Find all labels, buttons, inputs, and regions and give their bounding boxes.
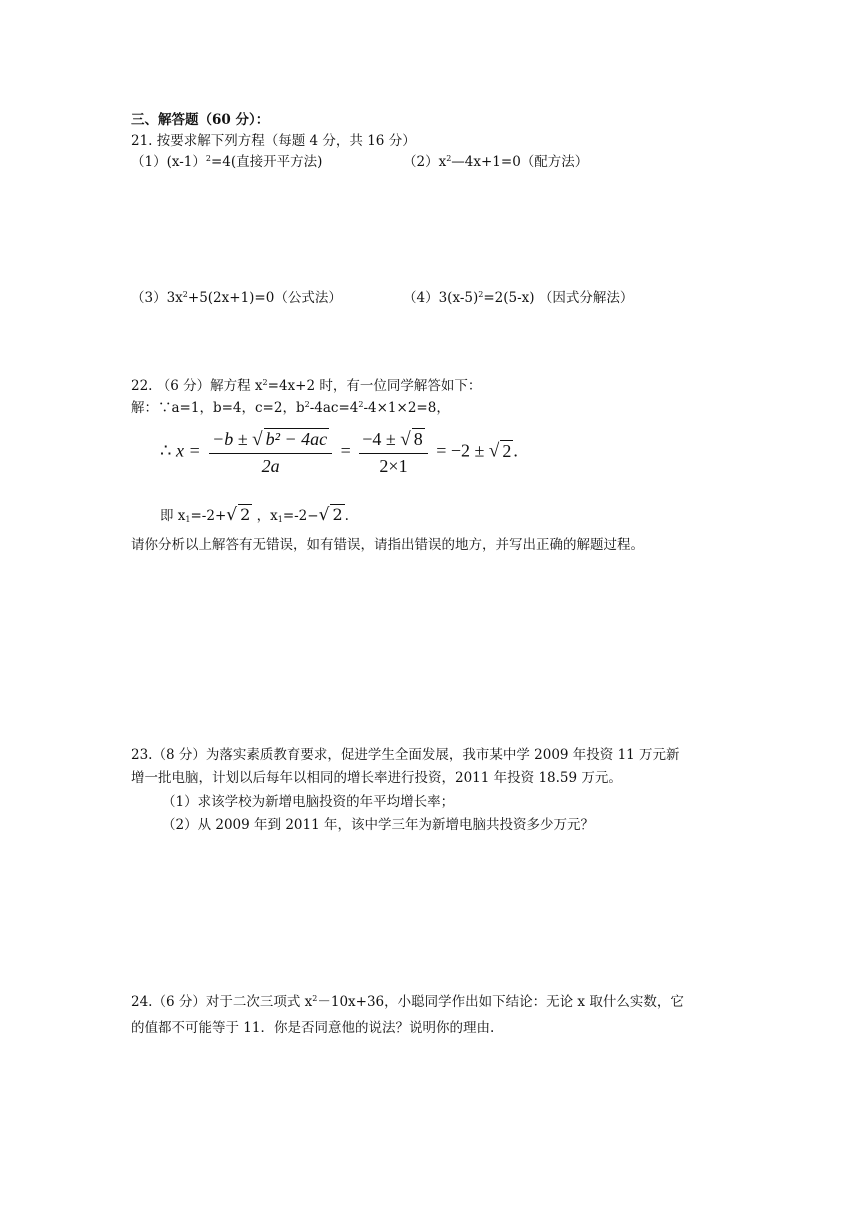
q21-part2-exponent: 2	[446, 154, 452, 163]
fraction-1-radicand: b² − 4ac	[265, 429, 328, 449]
q21-part4-text-a: （4）3(x-5)	[403, 290, 479, 306]
q22-roots-line	[160, 504, 349, 525]
q21-part1-text-b: =4(直接开平方法)	[210, 154, 323, 170]
formula-fraction-2	[359, 428, 427, 477]
formula-fraction-1	[209, 428, 332, 477]
q22-solution-exponent-1: 2	[304, 400, 310, 409]
q23-subquestion-1: （1）求该学校为新增电脑投资的年平均增长率；	[162, 794, 455, 810]
radical-sign-icon: √	[488, 440, 500, 462]
result-radicand: 2	[502, 440, 512, 461]
q23-line-1: 23.（8 分）为落实素质教育要求，促进学生全面发展，我市某中学 2009 年投资 11 万元新	[131, 747, 680, 763]
therefore-symbol: ∴	[160, 440, 172, 461]
q22-heading-exponent: 2	[262, 378, 268, 387]
q22-solution-text-c: -4×1×2=8，	[363, 400, 450, 416]
q24-line-2: 的值都不可能等于 11．你是否同意他的说法？说明你的理由.	[131, 1020, 495, 1036]
roots-subscript-2: 1	[277, 515, 283, 524]
q22-solution-line	[131, 400, 450, 416]
formula-period: .	[513, 440, 518, 461]
q22-solution-exponent-2: 2	[358, 400, 364, 409]
q22-solution-text-b: -4ac=4	[309, 400, 359, 416]
formula-result: = −2 ±	[436, 440, 489, 461]
q22-heading	[131, 378, 481, 394]
q22-heading-text-a: 22. （6 分）解方程 x	[131, 378, 263, 394]
q21-part4-text-b: =2(5-x) （因式分解法）	[483, 290, 634, 306]
q24-line-1-text-b: －10x+36，小聪同学作出如下结论：无论 x 取什么实数，它	[317, 994, 684, 1010]
q21-part3	[131, 290, 342, 306]
formula-equals-1: =	[340, 440, 351, 461]
roots-text-d: =-2−	[282, 508, 319, 524]
q21-part2-text-b: —4x+1=0（配方法）	[451, 154, 589, 170]
roots-text-a: 即 x	[160, 508, 186, 524]
radical-sign-icon: √	[318, 505, 330, 525]
q24-line-1-text-a: 24.（6 分）对于二次三项式 x	[131, 994, 313, 1010]
roots-radicand-2: 2	[332, 505, 343, 524]
q21-part1-exponent: 2	[205, 154, 211, 163]
section-title: 三、解答题（60 分）：	[131, 112, 270, 128]
q21-part3-text-b: +5(2x+1)=0（公式法）	[187, 290, 342, 306]
q21-part3-exponent: 2	[182, 290, 188, 299]
fraction-2-numerator-text: −4 ±	[362, 429, 401, 449]
radical-sign-icon: √	[226, 505, 238, 525]
q21-part3-text-a: （3）3x	[131, 290, 183, 306]
q21-part2-text-a: （2）x	[403, 154, 447, 170]
q23-line-2: 增一批电脑，计划以后每年以相同的增长率进行投资，2011 年投资 18.59 万元。	[131, 770, 622, 786]
q21-part4	[403, 290, 633, 306]
q21-part4-exponent: 2	[478, 290, 484, 299]
q24-line-1	[131, 994, 684, 1010]
roots-radicand-1: 2	[240, 505, 251, 524]
q21-part1	[131, 154, 322, 170]
q22-question: 请你分析以上解答有无错误，如有错误，请指出错误的地方，并写出正确的解题过程。	[131, 537, 644, 553]
formula-lhs: x =	[175, 440, 201, 461]
fraction-2-radicand: 8	[413, 429, 423, 449]
radical-sign-icon: √	[252, 429, 263, 450]
roots-text-c: ，x	[252, 508, 278, 524]
q22-solution-text-a: 解：∵a=1，b=4，c=2，b	[131, 400, 305, 416]
fraction-1-numerator-text: −b ±	[212, 429, 253, 449]
fraction-2-numerator	[359, 428, 427, 454]
q24-exponent: 2	[312, 994, 318, 1003]
q21-part2	[403, 154, 588, 170]
fraction-1-denominator: 2a	[261, 456, 280, 476]
roots-text-b: =-2+	[190, 508, 227, 524]
roots-text-e: .	[344, 508, 349, 524]
quadratic-formula	[160, 428, 518, 477]
q21-heading: 21. 按要求解下列方程（每题 4 分，共 16 分）	[131, 133, 416, 149]
radical-sign-icon: √	[400, 429, 411, 450]
roots-subscript-1: 1	[185, 515, 191, 524]
q22-heading-text-b: =4x+2 时，有一位同学解答如下：	[267, 378, 482, 394]
fraction-1-numerator	[209, 428, 332, 454]
fraction-2-denominator: 2×1	[379, 456, 408, 476]
q23-subquestion-2: （2）从 2009 年到 2011 年，该中学三年为新增电脑共投资多少万元？	[162, 817, 594, 833]
q21-part1-text-a: （1）(x-1）	[131, 154, 206, 170]
